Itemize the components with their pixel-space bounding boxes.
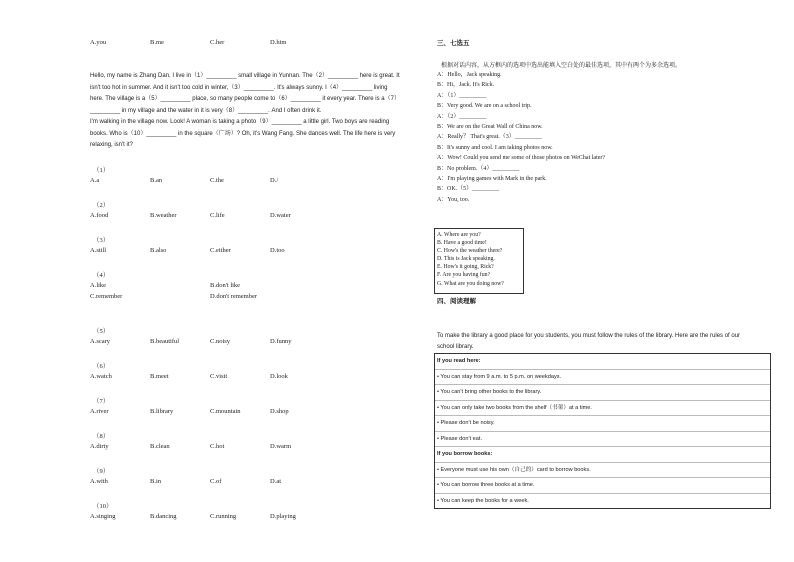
- dialogue-line: B：Hi，Jack. It's Rick.: [437, 82, 495, 89]
- text-line: _________ in my village and the water in it is very（8）_________. And I often drink it.: [90, 107, 322, 114]
- option[interactable]: D.shop: [270, 408, 289, 415]
- text-line: here. The village is a（5）_________ place, so many people come to（6）_________ it every year. There is a（7）: [90, 96, 400, 102]
- choice: A. Where are you?: [437, 232, 481, 238]
- option[interactable]: A.singing: [90, 513, 116, 520]
- option[interactable]: C.hot: [210, 443, 225, 450]
- text-line: school library.: [437, 344, 474, 350]
- option[interactable]: A.with: [90, 478, 108, 485]
- question-number: （4）: [93, 272, 110, 279]
- question-number: （2）: [93, 202, 110, 209]
- text-line: I'm walking in the village now. Look! A woman is taking a photo（9）_________ a little girl. Two boys are reading: [90, 119, 390, 125]
- option[interactable]: B.don't like: [210, 282, 241, 289]
- option[interactable]: B.weather: [150, 212, 177, 219]
- question-number: （7）: [93, 398, 110, 405]
- option: D.him: [270, 39, 287, 46]
- rules-header: If you read here:: [435, 354, 770, 370]
- dialogue-line: B：OK.（5）_________: [437, 186, 500, 193]
- option[interactable]: C.visit: [210, 373, 228, 380]
- question-number: （10）: [93, 503, 113, 510]
- option[interactable]: A.dirty: [90, 443, 109, 450]
- option[interactable]: A.watch: [90, 373, 112, 380]
- question-number: （9）: [93, 468, 110, 475]
- dialogue-line: B：Very good. We are on a school trip.: [437, 103, 532, 110]
- choice: D. This is Jack speaking.: [437, 256, 495, 263]
- option[interactable]: D.playing: [270, 513, 296, 520]
- option[interactable]: C.the: [210, 177, 224, 184]
- option[interactable]: D./: [270, 177, 279, 184]
- rules-header: If you borrow books:: [435, 447, 770, 463]
- option[interactable]: D.warm: [270, 443, 292, 450]
- question-number: （8）: [93, 433, 110, 440]
- rule-item: • You can't bring other books to the library.: [435, 385, 770, 401]
- choices-box: [434, 228, 524, 294]
- dialogue-line: B：We are on the Great Wall of China now.: [437, 124, 543, 131]
- choice: F. Are you having fun?: [437, 272, 491, 279]
- rule-item: • You can only take two books from the shelf（书架）at a time.: [435, 401, 770, 417]
- dialogue-line: A：（1）_________: [437, 92, 487, 99]
- cloze-paragraph-2: [90, 117, 395, 152]
- option[interactable]: B.meet: [150, 373, 169, 380]
- option[interactable]: B.in: [150, 478, 162, 485]
- option: B.me: [150, 39, 164, 46]
- dialogue-line: B：It's sunny and cool. I am taking photos now.: [437, 144, 553, 151]
- dialogue-line: A：I'm playing games with Mark in the park.: [437, 176, 547, 183]
- text-line: Hello, my name is Zhang Dan. I live in（1）_________ small village in Yunnan. The（2）_________ here is great. It: [90, 73, 400, 79]
- option[interactable]: B.library: [150, 408, 174, 415]
- option[interactable]: B.beautiful: [150, 338, 180, 345]
- option: A.you: [90, 39, 107, 46]
- option[interactable]: C.either: [210, 247, 231, 254]
- question-number: （5）: [93, 328, 110, 335]
- option[interactable]: D.funny: [270, 338, 292, 345]
- option[interactable]: D.don't remember: [210, 293, 258, 300]
- rule-item: • Everyone must use his own（自己的）card to borrow books.: [435, 463, 770, 479]
- option[interactable]: D.too: [270, 247, 285, 254]
- dialogue-line: A：Really？ That's great.（3）_________: [437, 134, 542, 141]
- question-number: （6）: [93, 363, 110, 370]
- section3-title: 三、七选五: [437, 40, 470, 47]
- section3-instruction: 根据对话内容，从方框内的选项中选出能填入空白处的最佳选项，其中有两个为多余选项。: [441, 63, 682, 69]
- dialogue-line: A：Wow! Could you send me some of those photos on WeChat later?: [437, 155, 606, 162]
- text-line: books. Who is（10）_________ in the square（广场）? Oh, it's Wang Fang. She dances well. The life here is very: [90, 130, 396, 137]
- question-number: （1）: [93, 167, 110, 174]
- option[interactable]: A.river: [90, 408, 109, 415]
- rules-table: [434, 353, 771, 509]
- rule-item: • Please don't be noisy.: [435, 416, 770, 432]
- option[interactable]: A.like: [90, 282, 107, 289]
- choice: B. Have a good time!: [437, 240, 487, 247]
- dialogue-line: A：（2）_________: [437, 113, 487, 120]
- choice: G. What are you doing now?: [437, 280, 504, 287]
- option[interactable]: A.a: [90, 177, 100, 184]
- dialogue-line: B：No problem.（4）_________: [437, 165, 520, 172]
- option[interactable]: C.noisy: [210, 338, 231, 345]
- option[interactable]: C.of: [210, 478, 222, 485]
- option[interactable]: A.food: [90, 212, 109, 219]
- dialogue-line: A：Hello，Jack speaking.: [437, 72, 502, 78]
- option[interactable]: B.also: [150, 247, 167, 254]
- option[interactable]: C.remember: [90, 293, 123, 300]
- rule-item: • Please don't eat.: [435, 432, 770, 448]
- rule-item: • You can keep the books for a week.: [437, 497, 529, 504]
- option[interactable]: A.still: [90, 247, 107, 254]
- dialogue: [437, 70, 605, 205]
- option[interactable]: C.running: [210, 513, 237, 520]
- rule-item: • You can borrow three books at a time.: [435, 478, 770, 494]
- choice: E. How's it going, Rick?: [437, 264, 494, 271]
- option[interactable]: B.an: [150, 177, 163, 184]
- cloze-paragraph-1: [90, 71, 400, 117]
- section4-title: 四、阅读理解: [437, 298, 476, 305]
- text-line: To make the library a good place for you students, you must follow the rules of the library. Here are the rules of our: [437, 333, 741, 339]
- option[interactable]: D.at: [270, 478, 282, 485]
- option[interactable]: D.water: [270, 212, 291, 219]
- question-number: （3）: [93, 237, 110, 244]
- option: C.her: [210, 39, 225, 46]
- option[interactable]: C.mountain: [210, 408, 241, 415]
- text-line: relaxing, isn't it?: [90, 142, 133, 148]
- option[interactable]: C.life: [210, 212, 225, 219]
- option[interactable]: D.look: [270, 373, 288, 380]
- reading-intro: [437, 331, 740, 353]
- dialogue-line: A：You, too.: [437, 196, 470, 203]
- option[interactable]: A.scary: [90, 338, 111, 345]
- text-line: isn't too hot in summer. And it isn't too cold in winter,（3）_________. It's always sunny. I（4）_________ living: [90, 84, 388, 91]
- option[interactable]: B.dancing: [150, 513, 177, 520]
- option[interactable]: B.clean: [150, 443, 170, 450]
- choice: C. How's the weather there?: [437, 248, 503, 255]
- rule-item: • You can stay from 9 a.m. to 5 p.m. on weekdays.: [435, 370, 770, 386]
